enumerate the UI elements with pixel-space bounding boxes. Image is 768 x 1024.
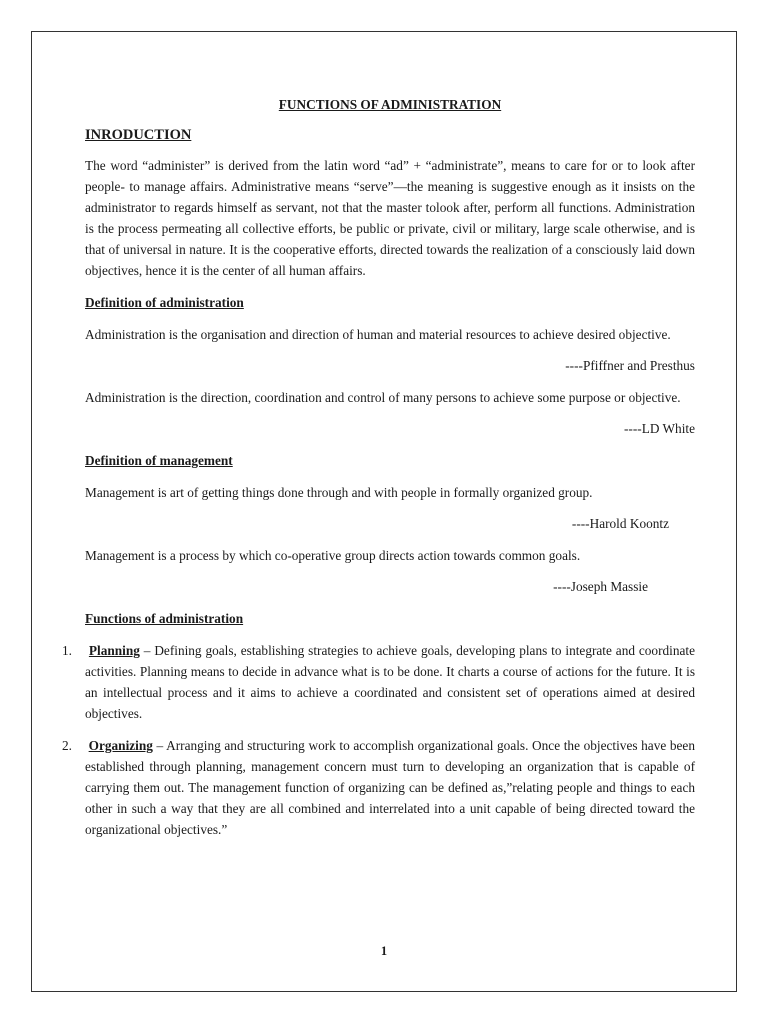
def-mgmt-1-text: Management is art of getting things done through and with people in formally organized group. [85, 485, 593, 500]
function-desc-organizing: Arranging and structuring work to accomplish organizational goals. Once the objectives have been established through planning, management concern must turn to developing an organization that is capable of carrying them out. The management function of organizing can be defined as,”relating people and things to each other in such a way that they are all combined and interrelated into a unit capable of being directed toward the organizational objectives.” [85, 738, 695, 837]
functions-heading: Functions of administration [85, 611, 244, 626]
def-admin-1-author: ----Pfiffner and Presthus [565, 358, 695, 373]
def-admin-2-text: Administration is the direction, coordination and control of many persons to achieve some purpose or objective. [85, 390, 681, 405]
def-mgmt-2-text: Management is a process by which co-operative group directs action towards common goals. [85, 548, 581, 563]
list-item-organizing [62, 735, 695, 840]
def-mgmt-heading: Definition of management [85, 453, 233, 468]
def-admin-1-text: Administration is the organisation and direction of human and material resources to achieve desired objective. [85, 327, 671, 342]
document-body [62, 94, 695, 840]
term-dash: – [139, 643, 155, 658]
def-admin-heading: Definition of administration [85, 295, 244, 310]
document-title: FUNCTIONS OF ADMINISTRATION [278, 97, 502, 112]
def-mgmt-1-author: ----Harold Koontz [571, 516, 669, 531]
function-term-organizing: Organizing [88, 738, 153, 753]
intro-paragraph: The word “administer” is derived from the latin word “ad” + “administrate”, means to care for or to look after people- to manage affairs. Administrative means “serve”—the meaning is suggestive enough as it insists on the administrator to regards himself as servant, not that the master tolook after, perform all functions. Administration is the process permeating all collective efforts, be public or private, civil or military, large scale otherwise, and is that of universal in nature. It is the cooperative efforts, directed towards the realization of a consciously laid down objectives, hence it is the center of all human affairs. [85, 158, 695, 278]
def-mgmt-2-author: ----Joseph Massie [553, 579, 648, 594]
list-number: 2. [62, 738, 72, 753]
def-admin-2-author: ----LD White [623, 421, 695, 436]
function-desc-planning: Defining goals, establishing strategies to achieve goals, developing plans to integrate and coordinate activities. Planning means to decide in advance what is to be done. It charts a course of actions for the future. It is an intellectual process and it aims to achieve a coordinated and consistent set of operations aimed at desired objectives. [85, 643, 695, 721]
function-term-planning: Planning [88, 643, 140, 658]
list-item-planning [62, 640, 695, 724]
term-dash: – [152, 738, 167, 753]
intro-heading: INRODUCTION [85, 127, 192, 143]
page-number: 1 [380, 944, 388, 958]
list-number: 1. [62, 643, 72, 658]
